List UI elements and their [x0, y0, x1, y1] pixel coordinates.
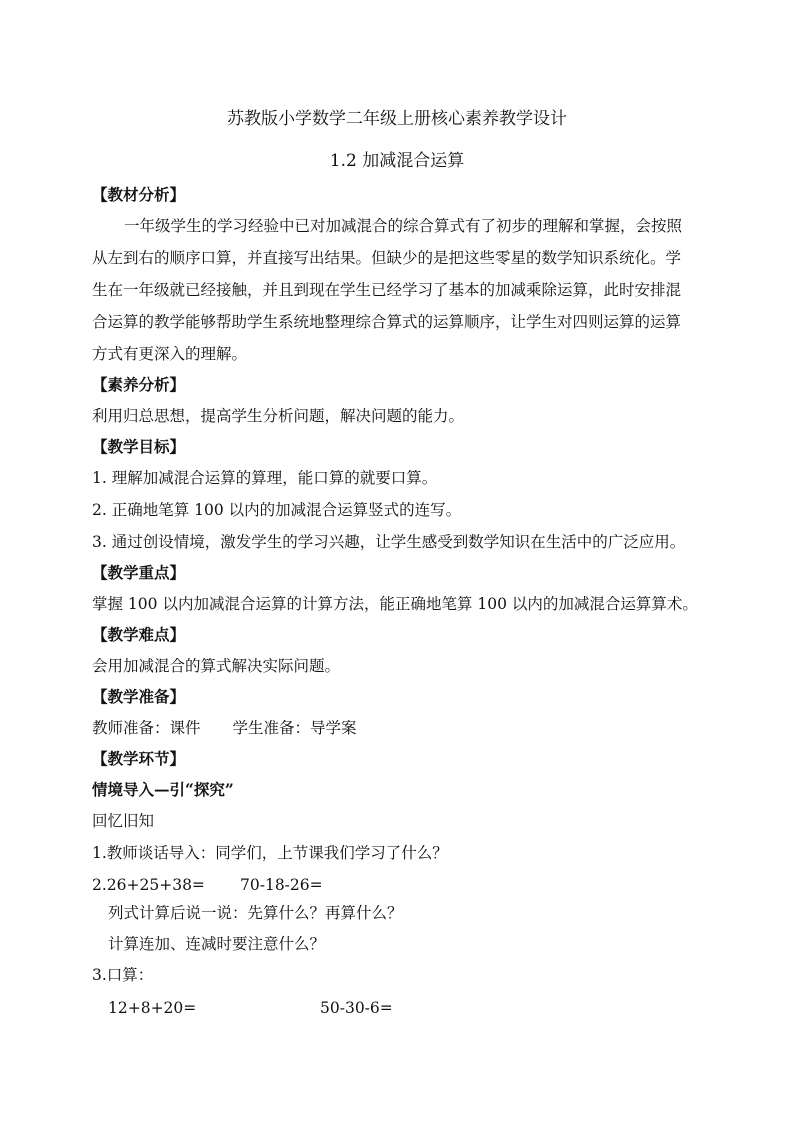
expression: 2.26+25+38= — [92, 876, 205, 894]
process-item: 1.教师谈话导入：同学们，上节课我们学习了什么？ — [92, 844, 448, 862]
objective-item: 3. 通过创设情境，激发学生的学习兴趣，让学生感受到数学知识在生活中的广泛应用。 — [92, 533, 686, 551]
heading-process: 【教学环节】 — [92, 749, 186, 768]
paragraph-line: 会用加减混合的算式解决实际问题。 — [92, 657, 341, 675]
objective-item: 1. 理解加减混合运算的算理，能口算的就要口算。 — [92, 469, 438, 487]
teacher-preparation: 教师准备：课件 — [92, 719, 201, 737]
heading-objectives: 【教学目标】 — [92, 437, 186, 456]
process-item: 3.口算： — [92, 966, 154, 984]
paragraph-line: 一年级学生的学习经验中已对加减混合的综合算式有了初步的理解和掌握，会按照 — [124, 217, 683, 235]
paragraph-line: 方式有更深入的理解。 — [92, 345, 248, 363]
paragraph-line: 合运算的教学能够帮助学生系统地整理综合算式的运算顺序，让学生对四则运算的运算 — [92, 313, 682, 331]
expression: 12+8+20= — [108, 999, 197, 1017]
document-subtitle: 1.2 加减混合运算 — [329, 151, 465, 171]
objective-item: 2. 正确地笔算 100 以内的加减混合运算竖式的连写。 — [92, 501, 462, 519]
expression: 50-30-6= — [320, 999, 393, 1017]
expression: 70-18-26= — [240, 876, 323, 894]
process-item — [108, 997, 393, 1019]
process-subheading: 情境导入—引“探究” — [92, 780, 234, 799]
heading-textbook-analysis: 【教材分析】 — [92, 185, 186, 204]
heading-literacy-analysis: 【素养分析】 — [92, 375, 186, 394]
paragraph-line: 生在一年级就已经接触，并且到现在学生已经学习了基本的加减乘除运算，此时安排混 — [92, 281, 682, 299]
preparation-line — [92, 717, 357, 739]
heading-preparation: 【教学准备】 — [92, 687, 186, 706]
review-label: 回忆旧知 — [92, 812, 155, 830]
document-title: 苏教版小学数学二年级上册核心素养教学设计 — [227, 109, 567, 129]
heading-key-points: 【教学重点】 — [92, 563, 186, 582]
process-question: 列式计算后说一说：先算什么？再算什么？ — [108, 904, 403, 922]
paragraph-line: 利用归总思想，提高学生分析问题，解决问题的能力。 — [92, 407, 465, 425]
process-item — [92, 874, 323, 896]
heading-difficulties: 【教学难点】 — [92, 625, 186, 644]
process-question: 计算连加、连减时要注意什么？ — [108, 935, 326, 953]
student-preparation: 学生准备：导学案 — [232, 719, 357, 737]
paragraph-line: 掌握 100 以内加减混合运算的计算方法，能正确地笔算 100 以内的加减混合运算算术。 — [92, 595, 698, 613]
paragraph-line: 从左到右的顺序口算，并直接写出结果。但缺少的是把这些零星的数学知识系统化。学 — [92, 249, 682, 267]
